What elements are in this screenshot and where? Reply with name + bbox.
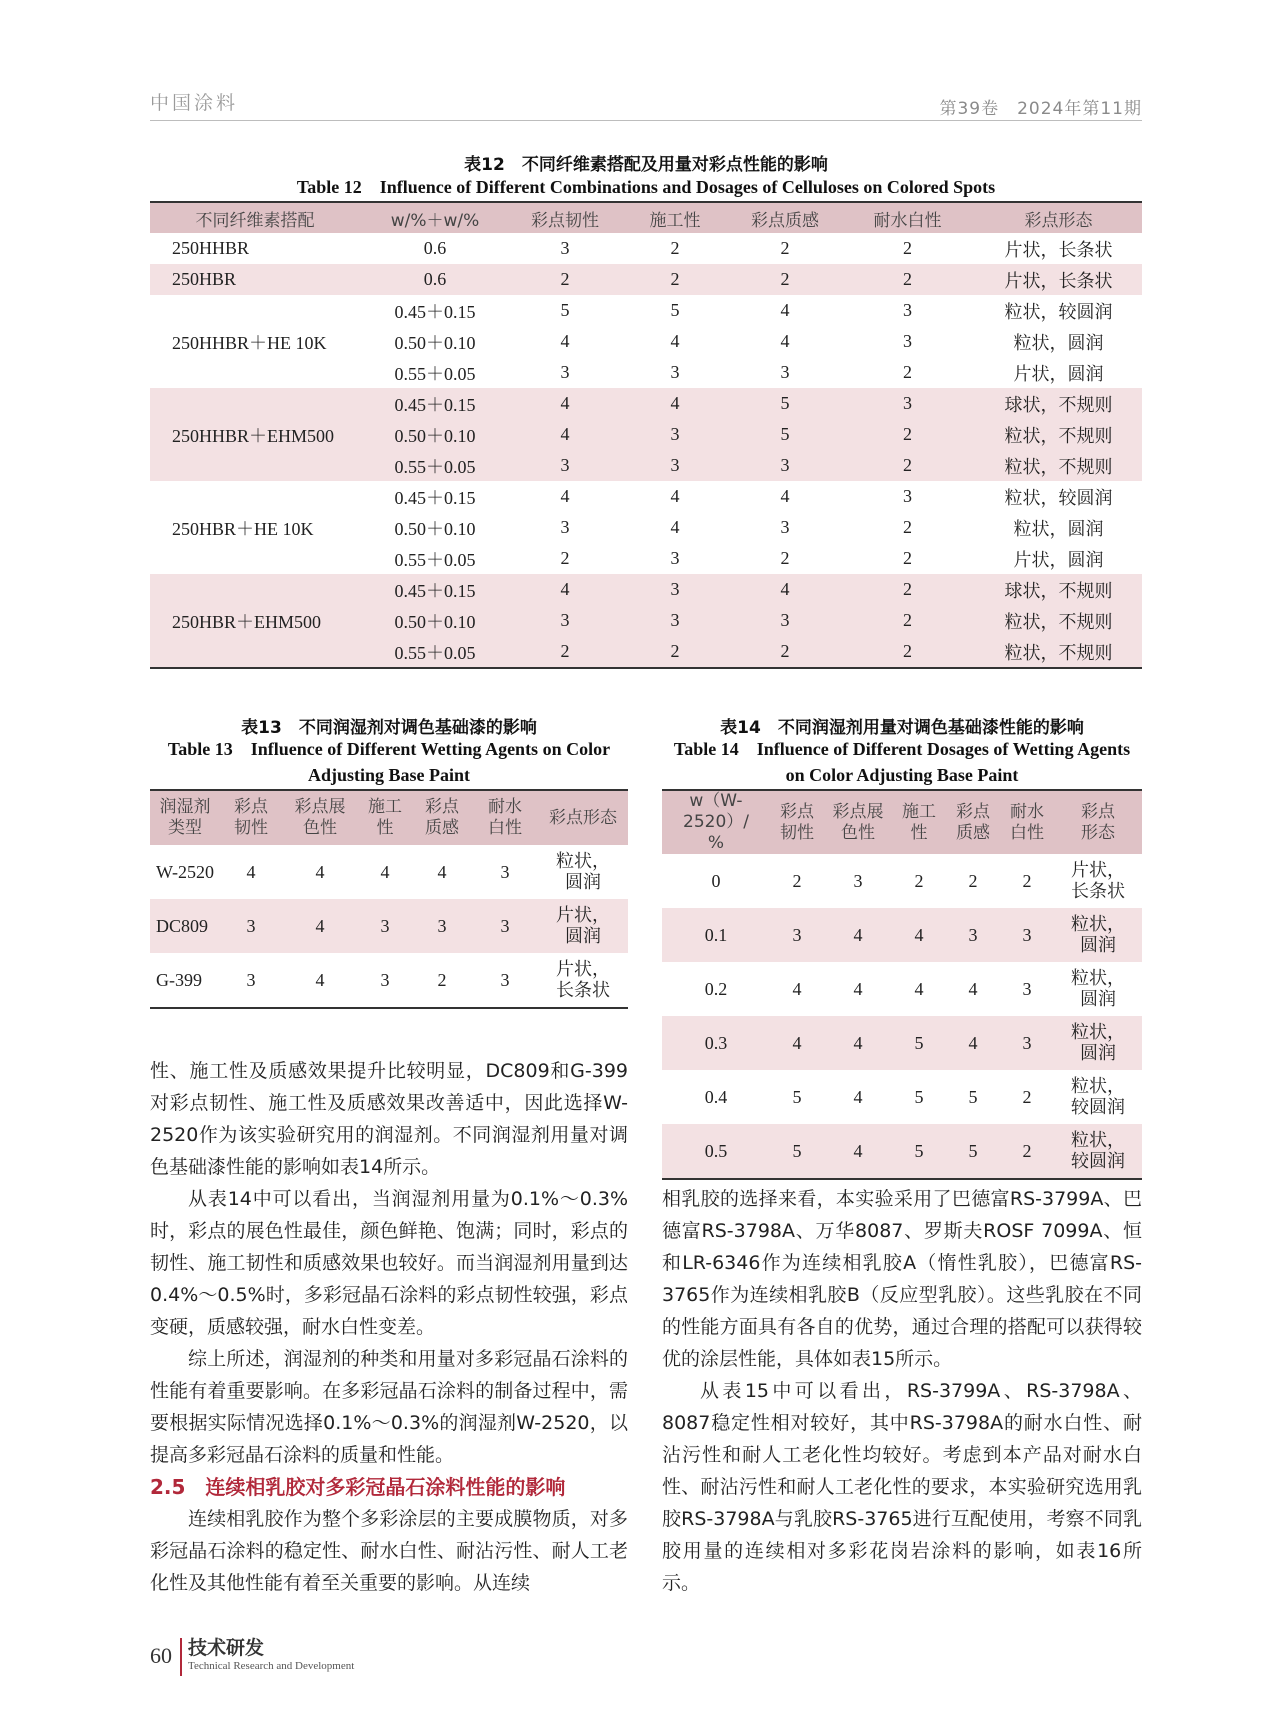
table13-cell-line: 片状，	[556, 959, 610, 979]
table12-cell: 0.45＋0.15	[360, 388, 510, 419]
table13-col-header	[220, 790, 282, 845]
table13-cell: 3	[472, 899, 538, 953]
table12-cell: 3	[620, 574, 730, 605]
table12-col-header: 彩点形态	[975, 202, 1142, 233]
table14-cell-line: 较圆润	[1071, 1151, 1125, 1171]
table14-col-header-line: w（W-2520）/	[683, 791, 749, 832]
table13-col-header	[472, 790, 538, 845]
table14-col-header-line: 韧性	[780, 822, 814, 843]
table14-col-header-line: 色性	[841, 822, 875, 843]
table12-cell: 0.45＋0.15	[394, 301, 476, 322]
table12-cell: 4	[670, 331, 680, 351]
table13-cell: 4	[437, 861, 447, 882]
table14-caption-en-line2: on Color Adjusting Base Paint	[785, 765, 1019, 785]
table12-cell: 5	[730, 419, 840, 450]
table14-cell: 3	[770, 908, 824, 962]
table12-cell: 5	[670, 300, 680, 320]
table12	[150, 201, 1142, 669]
table12-row	[150, 574, 1142, 605]
table14-cell: 2	[792, 870, 802, 891]
table12-cell: 5	[730, 388, 840, 419]
table14-row	[662, 854, 1142, 908]
table14-col-header-line: 耐水	[1010, 801, 1044, 822]
table13-cell: G-399	[156, 969, 202, 990]
table12-col-header: w/%＋w/%	[360, 202, 510, 233]
table13-col-header-line: 色性	[303, 818, 337, 838]
table14-cell-line: 粒状，	[1071, 968, 1125, 988]
table14-cell-line: 粒状，	[1071, 914, 1125, 934]
table14-col-header-line: 彩点	[1081, 801, 1115, 822]
table12-cell: 3	[903, 486, 912, 506]
table12-group-name: 250HBR＋EHM500	[150, 574, 360, 668]
left-paragraph-2: 从表14中可以看出，当润湿剂用量为0.1%～0.3%时，彩点的展色性最佳，颜色鲜艳、饱满；同时，彩点的韧性、施工韧性和质感效果也较好。而当润湿剂用量到达0.4%～0.5%时，多彩冠晶石涂料的彩点韧性较强，彩点变硬，质感较强，耐水白性变差。	[150, 1188, 628, 1338]
left-paragraph-4: 连续相乳胶作为整个多彩涂层的主要成膜物质，对多彩冠晶石涂料的稳定性、耐水白性、耐沾污性、耐人工老化性及其他性能有着至关重要的影响。从连续	[150, 1508, 628, 1594]
table13-col-header-line: 施工	[368, 797, 402, 817]
table13	[150, 789, 628, 1009]
table12-row	[150, 388, 1142, 419]
table14-caption-en-line1: Table 14 Influence of Different Dosages of Wetting Agents	[673, 739, 1131, 759]
table14-col-header	[1054, 790, 1142, 854]
table12-cell: 粒状，不规则	[975, 605, 1142, 636]
table12-cell: 0.50＋0.10	[360, 419, 510, 450]
table12-cell: 3	[730, 605, 840, 636]
table13-cell-line: 长条状	[556, 980, 610, 1000]
table12-cell: 2	[620, 264, 730, 295]
table12-row	[150, 233, 1142, 264]
table12-cell: 0.6	[360, 264, 510, 295]
table14-cell: 5	[892, 1124, 946, 1179]
table13-col-header-line: 彩点展	[294, 797, 346, 817]
page-number: 60	[150, 1643, 172, 1668]
table13-row	[150, 899, 628, 953]
table12-cell: 3	[780, 362, 790, 382]
table12-cell: 4	[780, 331, 790, 351]
table12-cell: 2	[840, 605, 975, 636]
table12-cell: 3	[730, 450, 840, 481]
table14-cell: 0.4	[704, 1086, 728, 1107]
table14-col-header-line: 质感	[956, 822, 990, 843]
table14-cell: 4	[914, 978, 924, 999]
table14-cell: 5	[792, 1086, 802, 1107]
table14-cell: 5	[892, 1016, 946, 1070]
table13-col-header	[150, 790, 220, 845]
table14-cell: 4	[792, 978, 802, 999]
table13-cell: 4	[315, 969, 325, 990]
table14-row	[662, 1124, 1142, 1179]
table12-cell: 3	[620, 450, 730, 481]
table12-group-name: 250HBR＋HE 10K	[172, 518, 314, 539]
table14-cell: 5	[914, 1086, 924, 1107]
left-paragraph-1: 性、施工性及质感效果提升比较明显，DC809和G-399对彩点韧性、施工性及质感效果改善适中，因此选择W-2520作为该实验研究用的润湿剂。不同润湿剂用量对调色基础漆性能的影响如表14所示。	[150, 1060, 628, 1178]
footer-divider	[180, 1638, 182, 1676]
table14-cell-line: 粒状，	[1071, 1076, 1125, 1096]
table14-col-header-line: 彩点	[780, 801, 814, 822]
table12-col-header: 彩点质感	[730, 202, 840, 233]
table12-cell: 3	[560, 238, 570, 258]
table12-cell: 2	[903, 517, 912, 537]
table13-cell-line: 圆润	[565, 926, 601, 946]
table12-cell: 3	[670, 362, 680, 382]
table14-cell: 0.3	[662, 1016, 770, 1070]
table13-cell: 4	[380, 861, 390, 882]
table13-header-row	[150, 790, 628, 845]
table13-cell: 2	[437, 969, 447, 990]
left-column	[150, 1055, 628, 1599]
table14-cell: 4	[946, 1016, 1000, 1070]
table14-col-header	[1000, 790, 1054, 854]
table13-caption-en-line2: Adjusting Base Paint	[307, 765, 471, 785]
table13-col-header-line: 韧性	[234, 818, 268, 838]
table14-cell: 4	[824, 1124, 892, 1179]
table12-cell: 3	[780, 517, 790, 537]
table14-cell	[1054, 1070, 1142, 1124]
table13-col-header-line: 彩点形态	[549, 807, 617, 828]
table12-cell: 2	[670, 238, 680, 258]
section-2-5-heading: 2.5 连续相乳胶对多彩冠晶石涂料性能的影响	[150, 1475, 566, 1499]
table14-cell-line: 较圆润	[1071, 1097, 1125, 1117]
table12-cell: 0.55＋0.05	[360, 636, 510, 668]
table12-cell: 0.6	[423, 238, 447, 258]
table12-caption-zh: 表12 不同纤维素搭配及用量对彩点性能的影响	[464, 155, 828, 175]
table12-cell: 4	[510, 419, 620, 450]
table13-col-header-line: 性	[376, 818, 394, 838]
table12-cell: 3	[510, 605, 620, 636]
table13-cell-line: 圆润	[565, 872, 601, 892]
table12-cell: 3	[560, 517, 570, 537]
left-paragraph-3: 综上所述，润湿剂的种类和用量对多彩冠晶石涂料的性能有着重要影响。在多彩冠晶石涂料的制备过程中，需要根据实际情况选择0.1%～0.3%的润湿剂W-2520，以提高多彩冠晶石涂料的质量和性能。	[150, 1348, 628, 1466]
table14-cell: 4	[770, 1016, 824, 1070]
table12-group-name: 250HHBR＋EHM500	[150, 388, 360, 481]
table14-cell: 3	[946, 908, 1000, 962]
table12-cell: 粒状，不规则	[975, 419, 1142, 450]
table14-cell: 0.2	[704, 978, 728, 999]
table12-cell: 2	[840, 636, 975, 668]
table13-cell: W-2520	[156, 861, 214, 882]
table14-col-header	[892, 790, 946, 854]
table13-cell	[538, 953, 628, 1008]
table14-cell-line: 粒状，	[1071, 1022, 1125, 1042]
table14-cell-line: 粒状，	[1071, 1130, 1125, 1150]
table12-cell: 3	[903, 300, 912, 320]
table12-col-header: 耐水白性	[840, 202, 975, 233]
table12-cell: 2	[903, 238, 912, 258]
table12-cell: 2	[560, 548, 570, 568]
table14-cell: 4	[824, 908, 892, 962]
table13-caption-zh: 表13 不同润湿剂对调色基础漆的影响	[241, 718, 537, 738]
table12-cell: 4	[670, 486, 680, 506]
table12-cell: 4	[510, 388, 620, 419]
table12-cell: 片状，长条状	[1004, 239, 1113, 260]
table13-col-header-line: 质感	[425, 818, 459, 838]
table14-cell-line: 圆润	[1080, 989, 1116, 1009]
table12-cell: 3	[670, 548, 680, 568]
table12-cell: 3	[620, 419, 730, 450]
table14-cell: 2	[968, 870, 978, 891]
table12-cell: 4	[620, 388, 730, 419]
table14-row	[662, 908, 1142, 962]
table14-cell-line: 片状，	[1071, 860, 1125, 880]
table12-cell: 2	[780, 238, 790, 258]
table13-col-header	[358, 790, 412, 845]
table13-cell: 3	[412, 899, 472, 953]
table13-cell: DC809	[150, 899, 220, 953]
table12-cell: 3	[560, 362, 570, 382]
table12-row	[150, 481, 1142, 512]
table12-cell: 0.55＋0.05	[394, 549, 476, 570]
table13-col-header-line: 彩点	[234, 797, 268, 817]
table14-cell	[1054, 908, 1142, 962]
table13-cell: 3	[500, 861, 510, 882]
table12-cell: 球状，不规则	[975, 388, 1142, 419]
table13-col-header-line: 耐水	[488, 797, 522, 817]
table14-cell: 0	[711, 870, 721, 891]
table12-cell: 4	[730, 574, 840, 605]
table14-col-header	[662, 790, 770, 854]
table12-cell: 0.55＋0.05	[394, 363, 476, 384]
table13-col-header	[282, 790, 358, 845]
table12-cell: 片状，圆润	[1013, 363, 1104, 384]
table12-cell: 2	[730, 636, 840, 668]
table12-cell: 5	[560, 300, 570, 320]
table13-cell	[538, 845, 628, 899]
table13-col-header-line: 白性	[488, 818, 522, 838]
table14-cell: 2	[1022, 1086, 1032, 1107]
table12-cell: 球状，不规则	[975, 574, 1142, 605]
table14-col-header-line: 性	[910, 822, 928, 843]
table14-header-row	[662, 790, 1142, 854]
table12-group-name: 250HBR	[150, 264, 360, 295]
table13-col-header	[538, 790, 628, 845]
table12-cell: 粒状，不规则	[975, 450, 1142, 481]
table12-cell: 粒状，圆润	[1013, 518, 1104, 539]
table12-cell: 3	[510, 450, 620, 481]
table14-cell: 3	[1000, 1016, 1054, 1070]
right-paragraph-2: 从表15中可以看出，RS-3799A、RS-3798A、8087稳定性相对较好，其中RS-3798A的耐水白性、耐沾污性和耐人工老化性均较好。考虑到本产品对耐水白性、耐沾污性和耐人工老化性的要求，本实验研究选用乳胶RS-3798A与乳胶RS-3765进行互配使用，考察不同乳胶用量的连续相对多彩花岗岩涂料的影响，如表16所示。	[662, 1380, 1142, 1594]
table13-col-header	[412, 790, 472, 845]
table14-cell: 3	[1022, 978, 1032, 999]
table14-cell: 4	[968, 978, 978, 999]
journal-name: 中国涂料	[150, 92, 239, 114]
table12-cell: 2	[620, 636, 730, 668]
table12-cell: 粒状，圆润	[1013, 332, 1104, 353]
table12-cell: 0.50＋0.10	[394, 518, 476, 539]
table12-cell: 2	[903, 362, 912, 382]
table12-group-name: 250HHBR	[172, 238, 250, 258]
table14-col-header-line: 彩点展	[832, 801, 884, 822]
table13-cell: 3	[246, 969, 256, 990]
table13-cell-line: 片状，	[556, 905, 610, 925]
table14-cell-line: 圆润	[1080, 1043, 1116, 1063]
table12-cell: 3	[620, 605, 730, 636]
table14-col-header-line: %	[707, 833, 725, 853]
table14-cell: 4	[853, 978, 863, 999]
table14-caption-zh: 表14 不同润湿剂用量对调色基础漆性能的影响	[720, 718, 1084, 738]
right-paragraph-1: 相乳胶的选择来看，本实验采用了巴德富RS-3799A、巴德富RS-3798A、万华8087、罗斯夫ROSF 7099A、恒和LR-6346作为连续相乳胶A（惰性乳胶），巴德富RS-3765作为连续相乳胶B（反应型乳胶）。这些乳胶在不同的性能方面具有各自的优势，通过合理的搭配可以获得较优的涂层性能，具体如表15所示。	[662, 1188, 1142, 1370]
footer-section-en: Technical Research and Development	[188, 1660, 355, 1672]
table12-cell: 2	[840, 574, 975, 605]
table12-col-header: 施工性	[620, 202, 730, 233]
table14-cell-line: 长条状	[1071, 881, 1125, 901]
table12-cell: 4	[670, 517, 680, 537]
table14-col-header-line: 彩点	[956, 801, 990, 822]
issue-info: 第39卷 2024年第11期	[939, 99, 1142, 119]
table12-cell: 0.50＋0.10	[394, 332, 476, 353]
table13-cell	[538, 899, 628, 953]
table14-cell: 0.1	[662, 908, 770, 962]
table14-cell: 4	[853, 1086, 863, 1107]
table14-cell: 0.5	[662, 1124, 770, 1179]
table12-row	[150, 264, 1142, 295]
table12-cell: 2	[780, 548, 790, 568]
table14-col-header	[770, 790, 824, 854]
table12-cell: 4	[560, 331, 570, 351]
table14-col-header-line: 形态	[1081, 822, 1115, 843]
table12-cell: 0.45＋0.15	[394, 487, 476, 508]
table14-col-header-line: 白性	[1010, 822, 1044, 843]
table12-cell: 片状，圆润	[1013, 549, 1104, 570]
table14-cell	[1054, 962, 1142, 1016]
table12-cell: 0.55＋0.05	[360, 450, 510, 481]
table12-col-header: 彩点韧性	[510, 202, 620, 233]
table13-cell-line: 粒状，	[556, 851, 610, 871]
table14-cell: 5	[770, 1124, 824, 1179]
table14-cell-line: 圆润	[1080, 935, 1116, 955]
table13-row	[150, 845, 628, 899]
table14-cell	[1054, 854, 1142, 908]
table14-cell: 3	[1000, 908, 1054, 962]
table12-group-name: 250HHBR＋HE 10K	[172, 332, 327, 353]
table12-header-row	[150, 202, 1142, 233]
table12-cell: 2	[730, 264, 840, 295]
table12-cell: 0.50＋0.10	[360, 605, 510, 636]
table12-cell: 3	[840, 388, 975, 419]
table12-cell: 4	[780, 486, 790, 506]
table14-col-header	[946, 790, 1000, 854]
table12-cell: 粒状，较圆润	[1004, 487, 1113, 508]
table14-cell: 4	[824, 1016, 892, 1070]
table14-row	[662, 1016, 1142, 1070]
table12-cell: 2	[840, 450, 975, 481]
table14-cell: 5	[946, 1124, 1000, 1179]
table12-cell: 4	[560, 486, 570, 506]
table12-cell: 3	[903, 331, 912, 351]
header-divider	[150, 120, 1142, 121]
table12-cell: 粒状，较圆润	[1004, 301, 1113, 322]
table12-cell: 2	[510, 636, 620, 668]
table13-col-header-line: 润湿剂	[159, 797, 211, 817]
table14-cell: 2	[1022, 870, 1032, 891]
table13-cell: 3	[358, 899, 412, 953]
table12-cell: 2	[510, 264, 620, 295]
table12-cell: 0.45＋0.15	[360, 574, 510, 605]
table13-cell: 3	[380, 969, 390, 990]
table13-row	[150, 953, 628, 1008]
table12-cell: 粒状，不规则	[975, 636, 1142, 668]
table14-row	[662, 1070, 1142, 1124]
table13-caption-en-line1: Table 13 Influence of Different Wetting Agents on Color	[167, 739, 611, 759]
table12-cell: 2	[840, 264, 975, 295]
table13-col-header-line: 彩点	[425, 797, 459, 817]
table13-cell: 3	[220, 899, 282, 953]
table14-cell	[1054, 1124, 1142, 1179]
table12-cell: 2	[903, 548, 912, 568]
table12-cell: 片状，长条状	[975, 264, 1142, 295]
table14-cell: 3	[853, 870, 863, 891]
table14-cell: 5	[968, 1086, 978, 1107]
table12-caption-en: Table 12 Influence of Different Combinations and Dosages of Celluloses on Colored Spots	[296, 177, 996, 197]
table12-col-header: 不同纤维素搭配	[150, 202, 360, 233]
table14-cell: 2	[914, 870, 924, 891]
right-column	[662, 1183, 1142, 1599]
table14-row	[662, 962, 1142, 1016]
table14-col-header	[824, 790, 892, 854]
table12-cell: 2	[840, 419, 975, 450]
table12-row	[150, 295, 1142, 326]
table13-cell: 3	[500, 969, 510, 990]
table14-col-header-line: 施工	[902, 801, 936, 822]
table14-cell: 2	[1000, 1124, 1054, 1179]
table13-cell: 4	[282, 899, 358, 953]
table12-cell: 4	[510, 574, 620, 605]
footer-section-zh: 技术研发	[188, 1637, 265, 1659]
table13-col-header-line: 类型	[168, 818, 202, 838]
table14-cell	[1054, 1016, 1142, 1070]
table14-cell: 4	[892, 908, 946, 962]
table12-cell: 4	[780, 300, 790, 320]
table13-cell: 4	[315, 861, 325, 882]
table14	[662, 789, 1142, 1180]
table13-cell: 4	[246, 861, 256, 882]
